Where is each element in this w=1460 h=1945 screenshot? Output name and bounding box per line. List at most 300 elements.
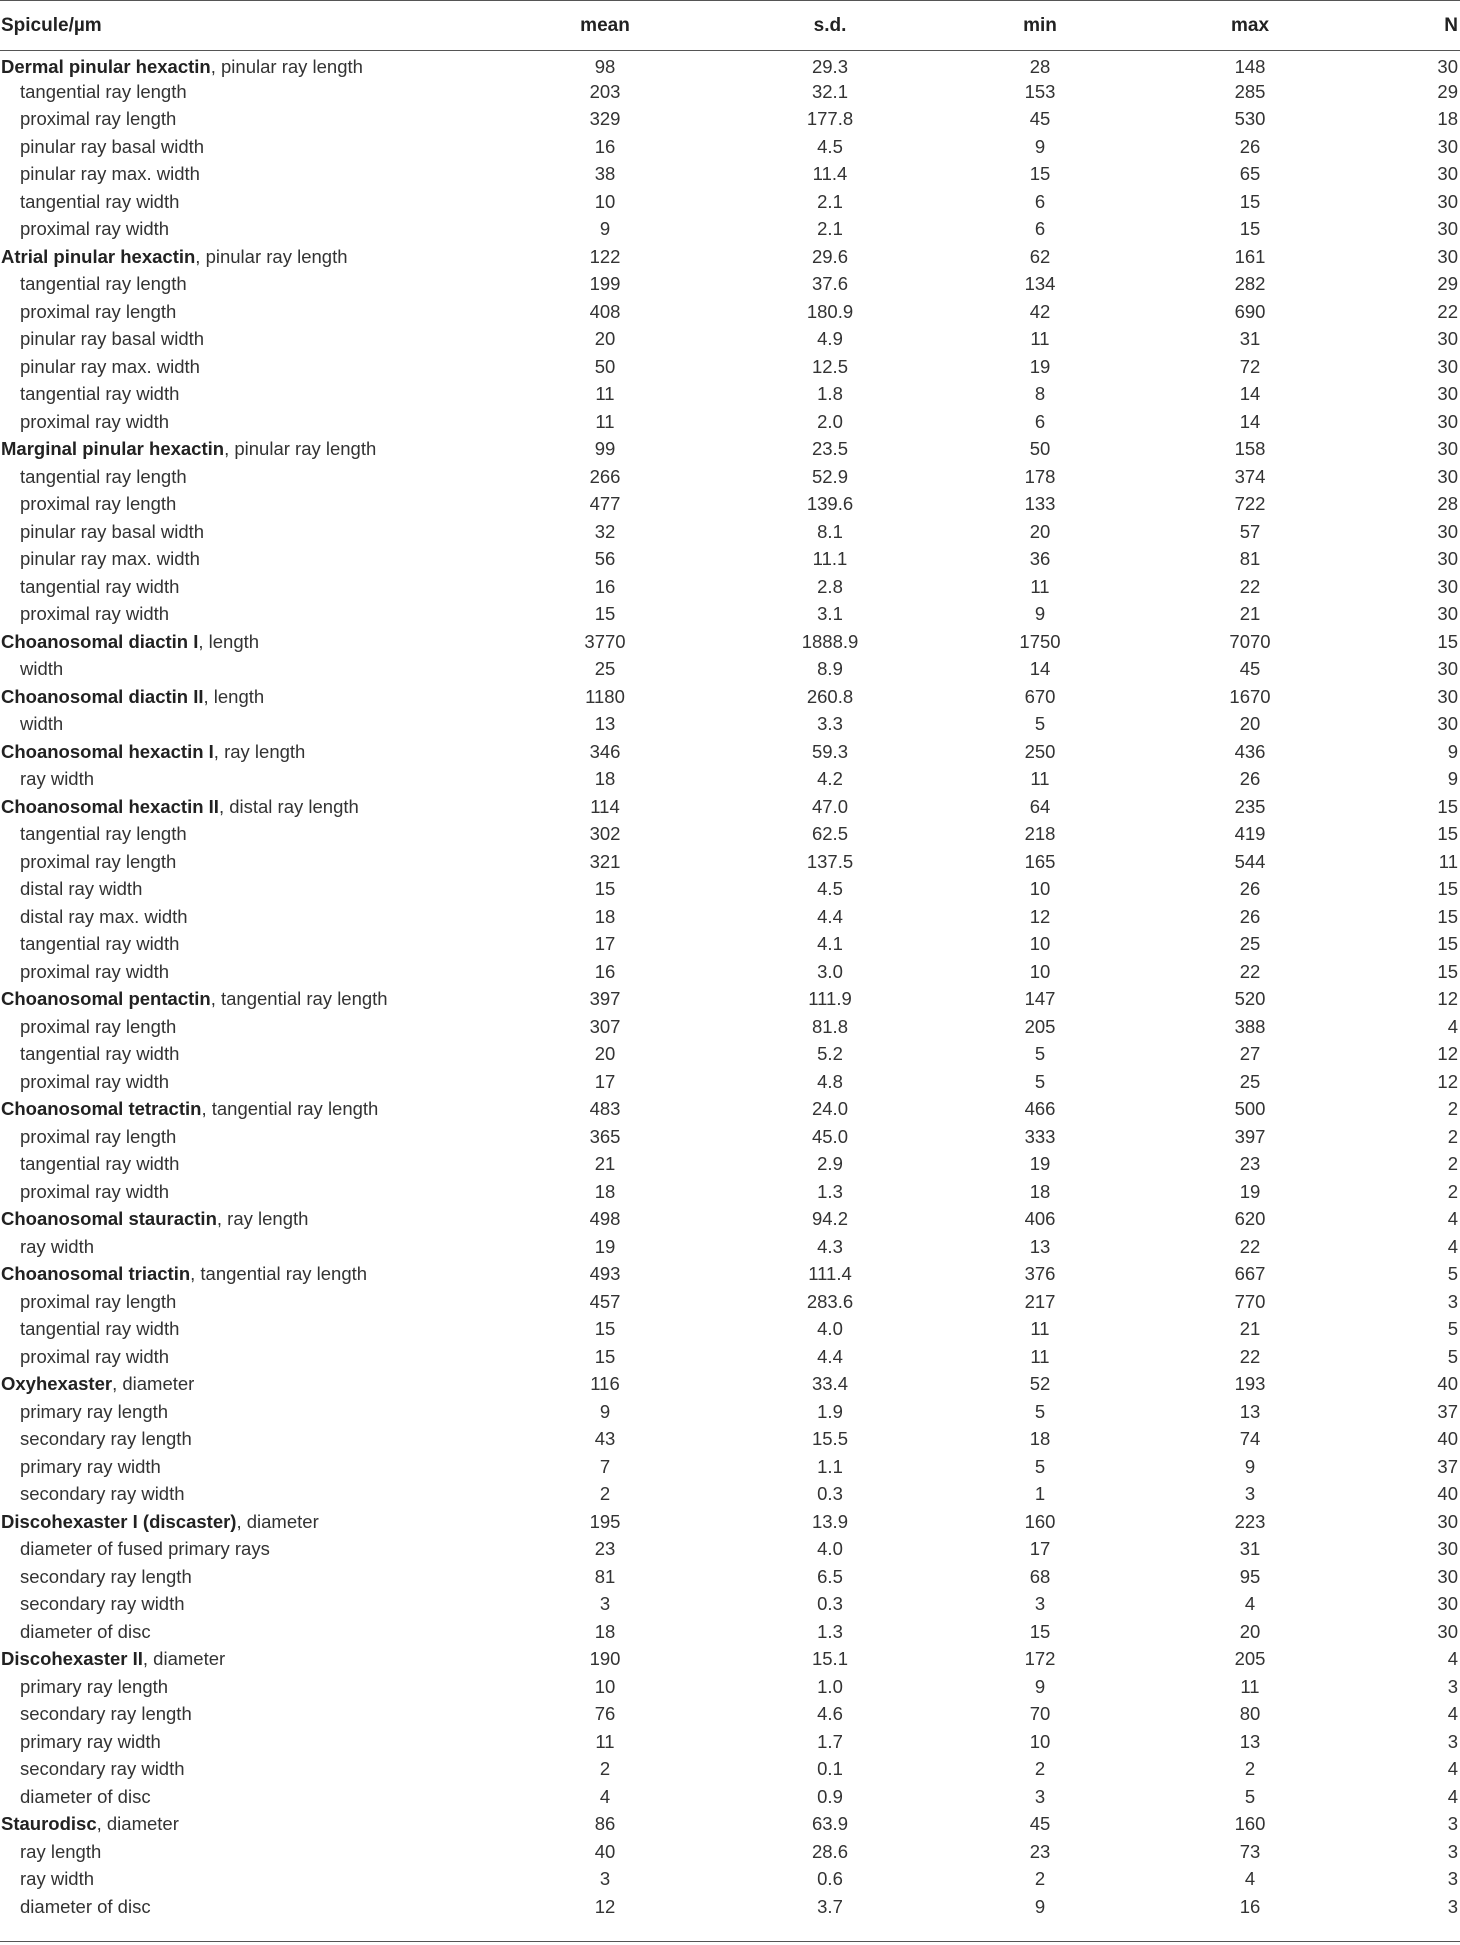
measurement-name: , pinular ray length bbox=[224, 438, 377, 460]
table-row bbox=[0, 573, 1460, 601]
cell-sd: 1.3 bbox=[817, 1180, 843, 1202]
cell-n: 30 bbox=[1437, 685, 1458, 707]
cell-mean: 2 bbox=[599, 1758, 611, 1780]
cell-n: 3 bbox=[1447, 1290, 1458, 1312]
cell-max: 23 bbox=[1239, 1153, 1261, 1175]
measurement-name: , pinular ray length bbox=[210, 55, 363, 77]
cell-max: 65 bbox=[1239, 163, 1261, 185]
cell-max: 2 bbox=[1244, 1758, 1256, 1780]
cell-max: 26 bbox=[1239, 878, 1261, 900]
cell-sd: 2.8 bbox=[817, 575, 843, 597]
cell-max: 13 bbox=[1239, 1730, 1261, 1752]
row-label bbox=[0, 106, 480, 134]
table-header bbox=[0, 1, 1460, 51]
cell-sd: 1.0 bbox=[817, 1675, 843, 1697]
cell-max: 73 bbox=[1239, 1840, 1261, 1862]
cell-mean: 302 bbox=[589, 823, 621, 845]
cell-mean: 397 bbox=[589, 988, 621, 1010]
cell-n: 22 bbox=[1437, 300, 1458, 322]
cell-n: 15 bbox=[1437, 960, 1458, 982]
table-row bbox=[0, 793, 1460, 821]
measurement-name: proximal ray length bbox=[20, 1015, 177, 1037]
table-row bbox=[0, 711, 1460, 739]
cell-min: 9 bbox=[1034, 135, 1046, 157]
measurement-name: , diameter bbox=[142, 1648, 226, 1670]
row-label bbox=[0, 216, 480, 244]
cell-n: 11 bbox=[1438, 850, 1458, 872]
cell-mean: 12 bbox=[594, 1895, 616, 1917]
measurement-name: , tangential ray length bbox=[210, 988, 388, 1010]
measurement-name: width bbox=[20, 713, 64, 735]
cell-sd: 0.9 bbox=[817, 1785, 843, 1807]
cell-mean: 346 bbox=[589, 740, 621, 762]
header-row bbox=[0, 1, 1460, 51]
cell-min: 62 bbox=[1029, 245, 1051, 267]
row-label bbox=[0, 161, 480, 189]
cell-mean: 11 bbox=[595, 1730, 615, 1752]
cell-max: 22 bbox=[1239, 960, 1261, 982]
cell-max: 374 bbox=[1234, 465, 1266, 487]
table-row bbox=[0, 1013, 1460, 1041]
cell-n: 40 bbox=[1437, 1428, 1458, 1450]
row-label bbox=[0, 188, 480, 216]
row-label bbox=[0, 986, 480, 1014]
cell-min: 2 bbox=[1034, 1868, 1046, 1890]
measurement-name: proximal ray width bbox=[20, 410, 170, 432]
spicule-type-name: Choanosomal triactin bbox=[1, 1263, 191, 1285]
cell-min: 5 bbox=[1034, 1043, 1046, 1065]
measurement-name: tangential ray length bbox=[20, 273, 187, 295]
row-label bbox=[0, 876, 480, 904]
measurement-name: proximal ray length bbox=[20, 108, 177, 130]
cell-n: 15 bbox=[1437, 630, 1458, 652]
measurement-name: tangential ray length bbox=[20, 823, 187, 845]
measurement-name: secondary ray length bbox=[20, 1565, 192, 1587]
measurement-name: , diameter bbox=[96, 1813, 179, 1835]
cell-n: 15 bbox=[1437, 795, 1458, 817]
measurement-name: proximal ray length bbox=[20, 850, 177, 872]
cell-mean: 18 bbox=[594, 1180, 616, 1202]
cell-mean: 16 bbox=[594, 575, 616, 597]
cell-sd: 3.3 bbox=[817, 713, 843, 735]
cell-max: 193 bbox=[1234, 1373, 1266, 1395]
cell-max: 14 bbox=[1239, 410, 1261, 432]
measurement-name: secondary ray width bbox=[20, 1593, 185, 1615]
cell-max: 3 bbox=[1244, 1483, 1256, 1505]
cell-mean: 9 bbox=[599, 1400, 611, 1422]
measurement-name: proximal ray length bbox=[20, 1290, 177, 1312]
measurement-name: , diameter bbox=[236, 1510, 319, 1532]
table-row bbox=[0, 656, 1460, 684]
cell-n: 2 bbox=[1447, 1125, 1458, 1147]
cell-min: 19 bbox=[1029, 1153, 1051, 1175]
cell-max: 544 bbox=[1234, 850, 1266, 872]
table-row bbox=[0, 848, 1460, 876]
cell-sd: 4.5 bbox=[817, 135, 843, 157]
cell-n: 9 bbox=[1447, 740, 1458, 762]
cell-min: 172 bbox=[1024, 1648, 1056, 1670]
table-row bbox=[0, 876, 1460, 904]
cell-sd: 23.5 bbox=[811, 438, 848, 460]
cell-n: 12 bbox=[1437, 1043, 1458, 1065]
cell-mean: 11 bbox=[595, 383, 615, 405]
row-label bbox=[0, 1398, 480, 1426]
measurement-name: , pinular ray length bbox=[195, 245, 348, 267]
cell-max: 25 bbox=[1239, 933, 1261, 955]
cell-sd: 1.1 bbox=[817, 1455, 843, 1477]
header-n: N bbox=[1350, 1, 1460, 51]
cell-min: 70 bbox=[1029, 1703, 1051, 1725]
cell-n: 3 bbox=[1447, 1813, 1458, 1835]
cell-sd: 3.7 bbox=[817, 1895, 843, 1917]
cell-min: 68 bbox=[1029, 1565, 1051, 1587]
cell-n: 3 bbox=[1447, 1730, 1458, 1752]
spicule-type-name: Dermal pinular hexactin bbox=[1, 55, 211, 77]
cell-n: 29 bbox=[1437, 80, 1458, 102]
table-row bbox=[0, 1866, 1460, 1894]
cell-max: 397 bbox=[1234, 1125, 1266, 1147]
table-bottom-rule bbox=[0, 1941, 1460, 1942]
table-row bbox=[0, 903, 1460, 931]
cell-sd: 180.9 bbox=[806, 300, 854, 322]
cell-mean: 457 bbox=[589, 1290, 621, 1312]
measurement-name: primary ray width bbox=[20, 1455, 161, 1477]
row-label bbox=[0, 353, 480, 381]
header-sd: s.d. bbox=[730, 1, 930, 51]
cell-n: 3 bbox=[1447, 1840, 1458, 1862]
table-row bbox=[0, 1673, 1460, 1701]
row-label bbox=[0, 271, 480, 299]
cell-sd: 32.1 bbox=[811, 80, 848, 102]
cell-min: 406 bbox=[1024, 1208, 1056, 1230]
cell-n: 30 bbox=[1437, 190, 1458, 212]
cell-sd: 28.6 bbox=[811, 1840, 848, 1862]
cell-sd: 0.6 bbox=[817, 1868, 843, 1890]
cell-min: 160 bbox=[1024, 1510, 1056, 1532]
cell-min: 11 bbox=[1030, 328, 1050, 350]
row-label bbox=[0, 766, 480, 794]
cell-mean: 10 bbox=[594, 1675, 616, 1697]
table-row bbox=[0, 931, 1460, 959]
cell-n: 18 bbox=[1437, 108, 1458, 130]
table-row bbox=[0, 1068, 1460, 1096]
table-row bbox=[0, 1426, 1460, 1454]
cell-n: 30 bbox=[1437, 465, 1458, 487]
cell-mean: 483 bbox=[589, 1098, 621, 1120]
header-min: min bbox=[930, 1, 1150, 51]
measurement-name: pinular ray max. width bbox=[20, 355, 200, 377]
cell-max: 285 bbox=[1234, 80, 1266, 102]
cell-sd: 45.0 bbox=[811, 1125, 848, 1147]
spicule-type-name: Choanosomal pentactin bbox=[1, 988, 211, 1010]
cell-sd: 11.1 bbox=[812, 548, 848, 570]
table-row bbox=[0, 628, 1460, 656]
table-row bbox=[0, 1178, 1460, 1206]
cell-max: 436 bbox=[1234, 740, 1266, 762]
table-row bbox=[0, 1261, 1460, 1289]
cell-min: 23 bbox=[1029, 1840, 1051, 1862]
cell-max: 388 bbox=[1234, 1015, 1266, 1037]
cell-mean: 25 bbox=[594, 658, 616, 680]
cell-min: 45 bbox=[1029, 108, 1051, 130]
cell-n: 4 bbox=[1447, 1015, 1458, 1037]
cell-sd: 11.4 bbox=[812, 163, 848, 185]
row-label bbox=[0, 51, 480, 79]
measurement-name: secondary ray width bbox=[20, 1483, 185, 1505]
cell-mean: 13 bbox=[594, 713, 616, 735]
cell-min: 133 bbox=[1024, 493, 1056, 515]
cell-sd: 63.9 bbox=[811, 1813, 848, 1835]
table-row bbox=[0, 51, 1460, 79]
cell-min: 9 bbox=[1034, 603, 1046, 625]
cell-min: 333 bbox=[1024, 1125, 1056, 1147]
cell-max: 419 bbox=[1234, 823, 1266, 845]
cell-mean: 7 bbox=[599, 1455, 611, 1477]
cell-n: 30 bbox=[1437, 1510, 1458, 1532]
cell-max: 4 bbox=[1244, 1868, 1256, 1890]
row-label bbox=[0, 546, 480, 574]
row-label bbox=[0, 78, 480, 106]
cell-min: 9 bbox=[1034, 1895, 1046, 1917]
cell-sd: 283.6 bbox=[806, 1290, 854, 1312]
cell-min: 8 bbox=[1034, 383, 1046, 405]
cell-mean: 19 bbox=[594, 1235, 616, 1257]
measurement-name: tangential ray width bbox=[20, 575, 180, 597]
cell-sd: 47.0 bbox=[811, 795, 848, 817]
measurement-name: proximal ray width bbox=[20, 960, 170, 982]
cell-min: 14 bbox=[1029, 658, 1051, 680]
measurement-name: tangential ray width bbox=[20, 383, 180, 405]
row-label bbox=[0, 1536, 480, 1564]
spicule-type-name: Oxyhexaster bbox=[1, 1373, 113, 1395]
row-label bbox=[0, 298, 480, 326]
cell-max: 722 bbox=[1234, 493, 1266, 515]
measurement-name: , length bbox=[198, 630, 260, 652]
cell-max: 21 bbox=[1239, 1318, 1261, 1340]
cell-min: 6 bbox=[1034, 190, 1046, 212]
cell-min: 36 bbox=[1029, 548, 1051, 570]
cell-sd: 0.3 bbox=[817, 1593, 843, 1615]
cell-sd: 4.1 bbox=[817, 933, 843, 955]
cell-mean: 307 bbox=[589, 1015, 621, 1037]
cell-max: 4 bbox=[1244, 1593, 1256, 1615]
table-row bbox=[0, 1618, 1460, 1646]
cell-min: 45 bbox=[1029, 1813, 1051, 1835]
cell-max: 161 bbox=[1234, 245, 1266, 267]
cell-max: 5 bbox=[1244, 1785, 1256, 1807]
spicule-type-name: Atrial pinular hexactin bbox=[1, 245, 196, 267]
table-row bbox=[0, 463, 1460, 491]
cell-mean: 18 bbox=[594, 1620, 616, 1642]
cell-min: 17 bbox=[1029, 1538, 1051, 1560]
cell-mean: 32 bbox=[594, 520, 616, 542]
cell-min: 1 bbox=[1034, 1483, 1046, 1505]
row-label bbox=[0, 1618, 480, 1646]
table-row bbox=[0, 1151, 1460, 1179]
cell-min: 52 bbox=[1029, 1373, 1051, 1395]
cell-mean: 15 bbox=[594, 1318, 616, 1340]
row-label bbox=[0, 1893, 480, 1921]
cell-min: 28 bbox=[1029, 55, 1051, 77]
table-row bbox=[0, 1756, 1460, 1784]
cell-max: 9 bbox=[1244, 1455, 1256, 1477]
cell-max: 26 bbox=[1239, 905, 1261, 927]
cell-mean: 18 bbox=[594, 905, 616, 927]
row-label bbox=[0, 1646, 480, 1674]
spicule-type-name: Choanosomal hexactin II bbox=[1, 795, 219, 817]
cell-n: 30 bbox=[1437, 163, 1458, 185]
measurement-name: tangential ray length bbox=[20, 80, 187, 102]
cell-max: 20 bbox=[1239, 1620, 1261, 1642]
cell-sd: 2.1 bbox=[817, 190, 843, 212]
table-row bbox=[0, 381, 1460, 409]
row-label bbox=[0, 1151, 480, 1179]
table-row bbox=[0, 78, 1460, 106]
cell-min: 19 bbox=[1029, 355, 1051, 377]
table-row bbox=[0, 766, 1460, 794]
cell-max: 282 bbox=[1234, 273, 1266, 295]
table-row bbox=[0, 106, 1460, 134]
row-label bbox=[0, 1178, 480, 1206]
cell-sd: 15.1 bbox=[811, 1648, 848, 1670]
cell-sd: 0.1 bbox=[817, 1758, 843, 1780]
row-label bbox=[0, 656, 480, 684]
row-label bbox=[0, 821, 480, 849]
cell-max: 530 bbox=[1234, 108, 1266, 130]
header-spicule: Spicule/µm bbox=[0, 1, 480, 51]
cell-mean: 3770 bbox=[584, 630, 626, 652]
measurement-name: secondary ray length bbox=[20, 1428, 192, 1450]
measurement-name: diameter of disc bbox=[20, 1895, 151, 1917]
cell-n: 3 bbox=[1447, 1675, 1458, 1697]
cell-min: 11 bbox=[1030, 575, 1050, 597]
table-row bbox=[0, 326, 1460, 354]
cell-mean: 81 bbox=[594, 1565, 616, 1587]
row-label bbox=[0, 1866, 480, 1894]
cell-n: 29 bbox=[1437, 273, 1458, 295]
row-label bbox=[0, 601, 480, 629]
row-label bbox=[0, 1701, 480, 1729]
cell-min: 10 bbox=[1029, 933, 1051, 955]
cell-n: 5 bbox=[1447, 1345, 1458, 1367]
measurement-name: distal ray width bbox=[20, 878, 143, 900]
row-label bbox=[0, 1426, 480, 1454]
cell-sd: 13.9 bbox=[811, 1510, 848, 1532]
cell-max: 22 bbox=[1239, 575, 1261, 597]
measurement-name: proximal ray width bbox=[20, 1070, 170, 1092]
cell-sd: 1.7 bbox=[817, 1730, 843, 1752]
cell-mean: 365 bbox=[589, 1125, 621, 1147]
row-label bbox=[0, 1316, 480, 1344]
cell-max: 26 bbox=[1239, 768, 1261, 790]
cell-sd: 12.5 bbox=[811, 355, 848, 377]
cell-min: 12 bbox=[1029, 905, 1051, 927]
table-row bbox=[0, 1536, 1460, 1564]
cell-sd: 139.6 bbox=[806, 493, 854, 515]
measurement-name: tangential ray width bbox=[20, 1153, 180, 1175]
cell-min: 2 bbox=[1034, 1758, 1046, 1780]
cell-n: 30 bbox=[1437, 438, 1458, 460]
row-label bbox=[0, 1343, 480, 1371]
cell-sd: 3.0 bbox=[817, 960, 843, 982]
row-label bbox=[0, 931, 480, 959]
cell-max: 770 bbox=[1234, 1290, 1266, 1312]
cell-n: 30 bbox=[1437, 1620, 1458, 1642]
cell-n: 4 bbox=[1447, 1758, 1458, 1780]
table-row bbox=[0, 243, 1460, 271]
cell-n: 4 bbox=[1447, 1235, 1458, 1257]
spicule-type-name: Choanosomal hexactin I bbox=[1, 740, 214, 762]
cell-max: 27 bbox=[1239, 1043, 1261, 1065]
cell-max: 15 bbox=[1239, 218, 1261, 240]
table-row bbox=[0, 408, 1460, 436]
row-label bbox=[0, 518, 480, 546]
cell-max: 16 bbox=[1239, 1895, 1261, 1917]
table-row bbox=[0, 1563, 1460, 1591]
cell-n: 30 bbox=[1437, 245, 1458, 267]
row-label bbox=[0, 408, 480, 436]
cell-min: 134 bbox=[1024, 273, 1056, 295]
cell-sd: 37.6 bbox=[811, 273, 848, 295]
cell-n: 15 bbox=[1437, 933, 1458, 955]
cell-min: 5 bbox=[1034, 1455, 1046, 1477]
row-label bbox=[0, 1041, 480, 1069]
cell-max: 22 bbox=[1239, 1345, 1261, 1367]
row-label bbox=[0, 1563, 480, 1591]
table-row bbox=[0, 1453, 1460, 1481]
cell-mean: 199 bbox=[589, 273, 621, 295]
row-label bbox=[0, 738, 480, 766]
table-row bbox=[0, 1316, 1460, 1344]
cell-sd: 62.5 bbox=[811, 823, 848, 845]
row-label bbox=[0, 491, 480, 519]
measurement-name: , ray length bbox=[213, 740, 306, 762]
cell-sd: 4.3 bbox=[817, 1235, 843, 1257]
cell-max: 31 bbox=[1239, 328, 1261, 350]
cell-mean: 15 bbox=[594, 878, 616, 900]
cell-sd: 1.8 bbox=[817, 383, 843, 405]
row-label bbox=[0, 381, 480, 409]
cell-mean: 17 bbox=[594, 933, 616, 955]
cell-sd: 8.1 bbox=[817, 520, 843, 542]
spicule-type-name: Choanosomal stauractin bbox=[1, 1208, 217, 1230]
cell-mean: 16 bbox=[594, 960, 616, 982]
cell-min: 64 bbox=[1029, 795, 1051, 817]
cell-mean: 16 bbox=[594, 135, 616, 157]
measurement-name: primary ray length bbox=[20, 1400, 169, 1422]
cell-n: 4 bbox=[1447, 1785, 1458, 1807]
cell-n: 2 bbox=[1447, 1098, 1458, 1120]
table-row bbox=[0, 601, 1460, 629]
cell-sd: 111.4 bbox=[808, 1263, 852, 1285]
cell-max: 690 bbox=[1234, 300, 1266, 322]
measurement-name: , distal ray length bbox=[218, 795, 359, 817]
row-label bbox=[0, 903, 480, 931]
cell-sd: 24.0 bbox=[811, 1098, 848, 1120]
measurement-name: tangential ray width bbox=[20, 1318, 180, 1340]
cell-n: 30 bbox=[1437, 1538, 1458, 1560]
cell-max: 31 bbox=[1239, 1538, 1261, 1560]
cell-min: 15 bbox=[1029, 1620, 1051, 1642]
cell-mean: 2 bbox=[599, 1483, 611, 1505]
row-label bbox=[0, 243, 480, 271]
cell-min: 5 bbox=[1034, 713, 1046, 735]
cell-max: 205 bbox=[1234, 1648, 1266, 1670]
cell-n: 3 bbox=[1447, 1868, 1458, 1890]
cell-n: 2 bbox=[1447, 1153, 1458, 1175]
cell-n: 5 bbox=[1447, 1263, 1458, 1285]
cell-min: 18 bbox=[1029, 1180, 1051, 1202]
